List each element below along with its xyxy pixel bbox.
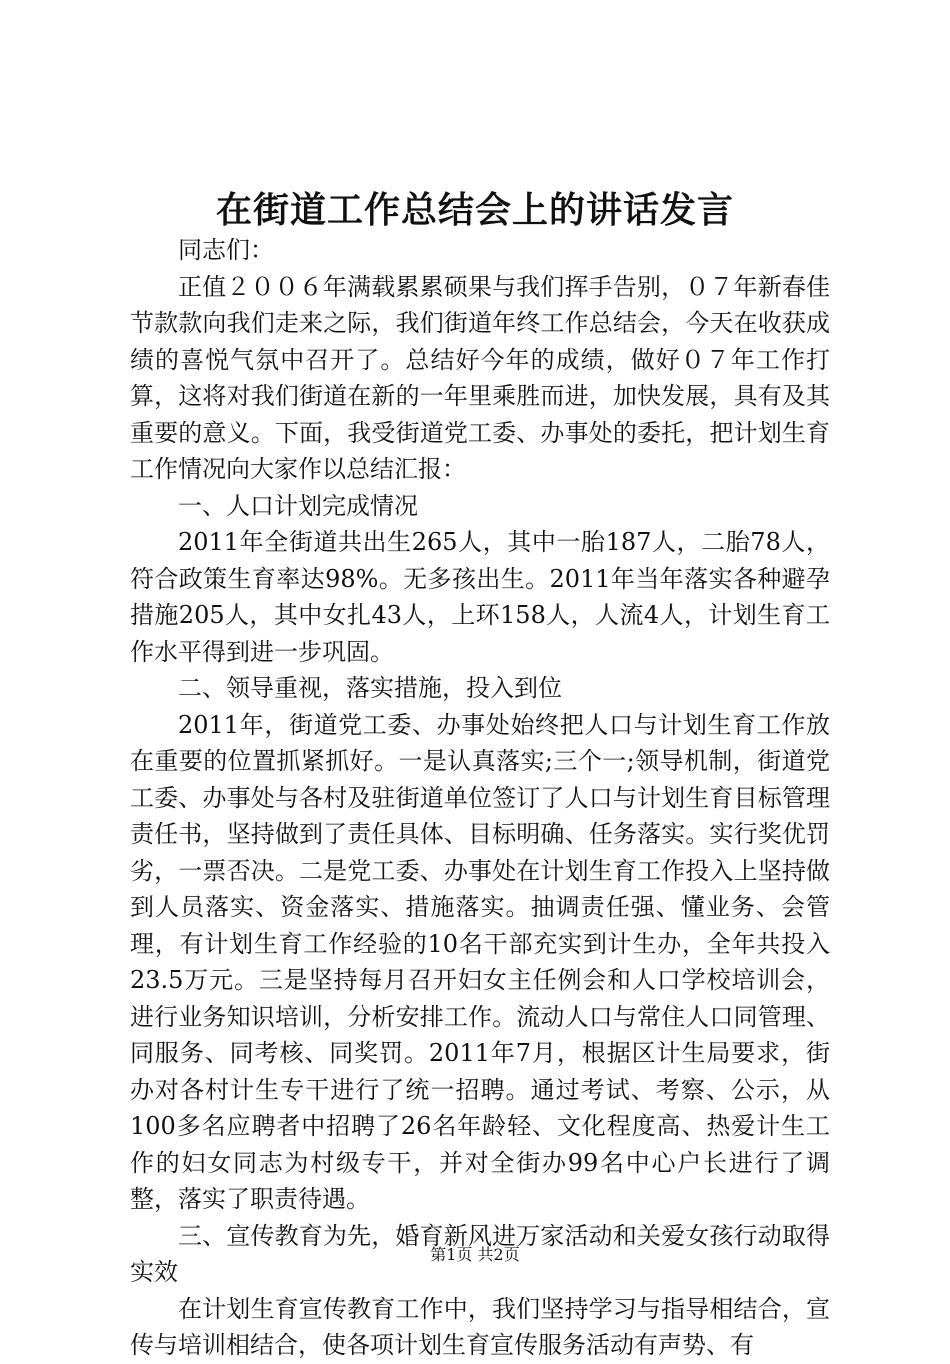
section-heading-3: 三、宣传教育为先，婚育新风进万家活动和关爱女孩行动取得实效 [130, 1221, 830, 1286]
paragraph-section-1: 2011年全街道共出生265人，其中一胎187人，二胎78人，符合政策生育率达98%。无多孩出生。2011年当年落实各种避孕措施205人，其中女扎43人，上环158人，人流4人，计划生育工作水平得到进一步巩固。 [130, 528, 830, 666]
document-body [130, 232, 830, 1364]
paragraph-section-2: 2011年，街道党工委、办事处始终把人口与计划生育工作放在重要的位置抓紧抓好。一是认真落实;三个一;领导机制，街道党工委、办事处与各村及驻街道单位签订了人口与计划生育目标管理责任书，坚持做到了责任具体、目标明确、任务落实。实行奖优罚劣，一票否决。二是党工委、办事处在计划生育工作投入上坚持做到人员落实、资金落实、措施落实。抽调责任强、懂业务、会管理，有计划生育工作经验的10名干部充实到计生办，全年共投入23.5万元。三是坚持每月召开妇女主任例会和人口学校培训会，进行业务知识培训，分析安排工作。流动人口与常住人口同管理、同服务、同考核、同奖罚。2011年7月，根据区计生局要求，街办对各村计生专干进行了统一招聘。通过考试、考察、公示，从100多名应聘者中招聘了26名年龄轻、文化程度高、热爱计生工作的妇女同志为村级专干，并对全街办99名中心户长进行了调整，落实了职责待遇。 [130, 710, 830, 1213]
section-heading-2: 二、领导重视，落实措施，投入到位 [178, 674, 562, 702]
salutation: 同志们： [178, 236, 274, 264]
section-heading-1: 一、人口计划完成情况 [178, 491, 418, 520]
document-title: 在街道工作总结会上的讲话发言 [215, 189, 734, 231]
paragraph-section-3: 在计划生育宣传教育工作中，我们坚持学习与指导相结合，宣传与培训相结合，使各项计划生育宣传服务活动有声势、有 [130, 1294, 830, 1359]
page-footer: 第1页 共2页 [430, 1245, 520, 1264]
paragraph-intro: 正值２００６年满载累累硕果与我们挥手告别，０７年新春佳节款款向我们走来之际，我们街道年终工作总结会，今天在收获成绩的喜悦气氛中召开了。总结好今年的成绩，做好０７年工作打算，这将对我们街道在新的一年里乘胜而进，加快发展，具有及其重要的意义。下面，我受街道党工委、办事处的委托，把计划生育工作情况向大家作以总结汇报： [130, 272, 830, 483]
